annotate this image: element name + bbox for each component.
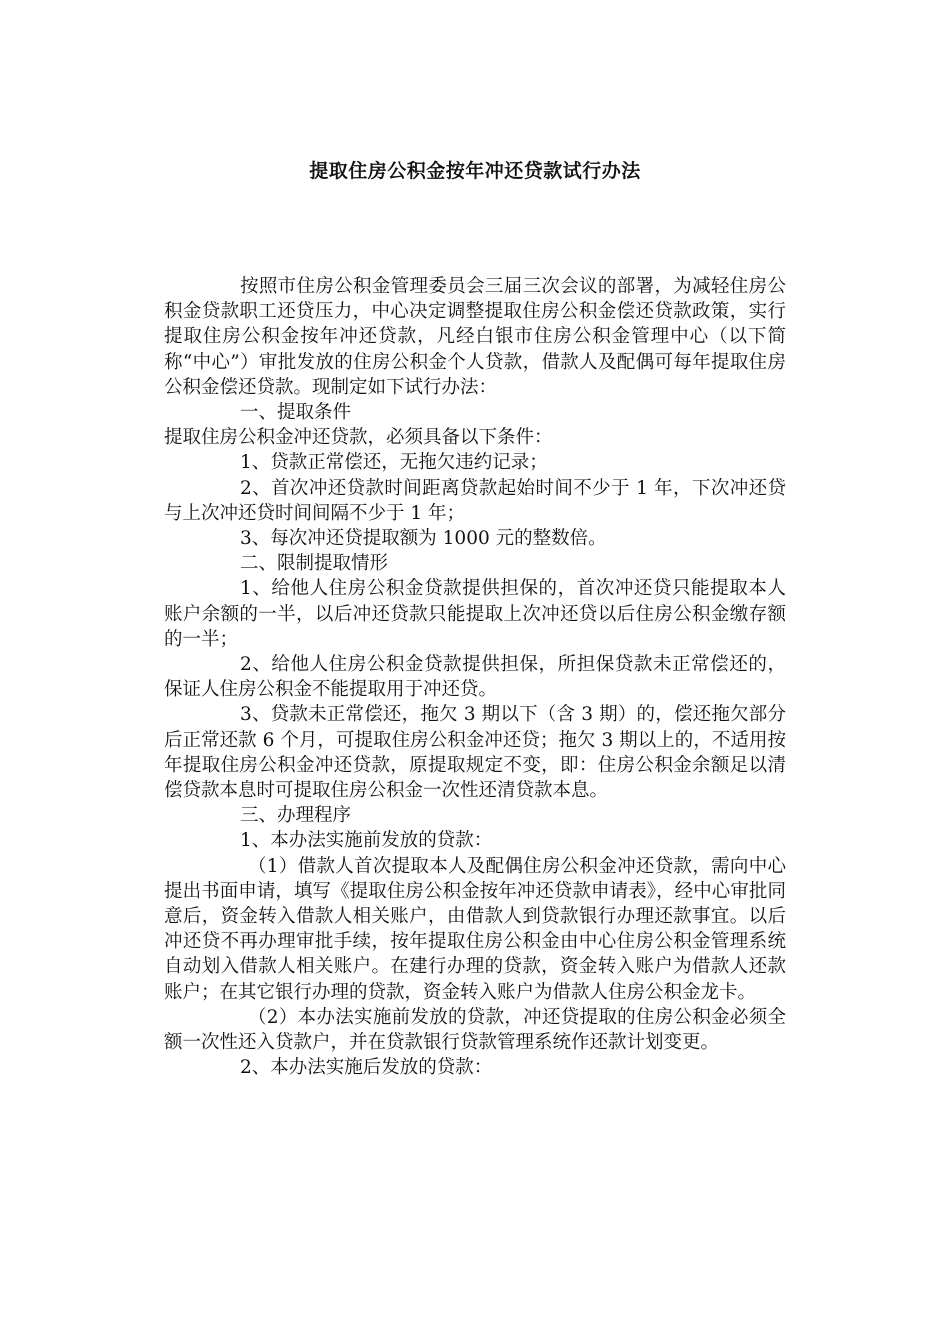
restriction-item-1: 1、给他人住房公积金贷款提供担保的，首次冲还贷只能提取本人账户余额的一半，以后冲还贷款只能提取上次冲还贷以后住房公积金缴存额的一半； — [164, 578, 786, 650]
section-heading-conditions: 一、提取条件 — [240, 402, 352, 424]
condition-item-2: 2、首次冲还贷款时间距离贷款起始时间不少于 1 年，下次冲还贷与上次冲还贷时间间隔不少于 1 年； — [164, 477, 786, 524]
restriction-item-2: 2、给他人住房公积金贷款提供担保，所担保贷款未正常偿还的，保证人住房公积金不能提取用于冲还贷。 — [164, 654, 786, 701]
intro-paragraph: 按照市住房公积金管理委员会三届三次会议的部署，为减轻住房公积金贷款职工还贷压力，中心决定调整提取住房公积金偿还贷款政策，实行提取住房公积金按年冲还贷款，凡经白银市住房公积金管理中心（以下简称“中心”）审批发放的住房公积金个人贷款，借款人及配偶可每年提取住房公积金偿还贷款。现制定如下试行办法： — [164, 276, 786, 398]
document-title: 提取住房公积金按年冲还贷款试行办法 — [309, 160, 641, 182]
procedure-item-1: 1、本办法实施前发放的贷款： — [240, 830, 493, 852]
conditions-lead: 提取住房公积金冲还贷款，必须具备以下条件： — [164, 427, 553, 449]
section-heading-restrictions: 二、限制提取情形 — [240, 553, 389, 575]
restriction-item-3: 3、贷款未正常偿还，拖欠 3 期以下（含 3 期）的，偿还拖欠部分后正常还款 6 个月，可提取住房公积金冲还贷；拖欠 3 期以上的，不适用按年提取住房公积金冲还贷款，原提取规定不变，即：住房公积金余额足以清偿贷款本息时可提取住房公积金一次性还清贷款本息。 — [164, 704, 786, 802]
procedure-subitem-1: （1）借款人首次提取本人及配偶住房公积金冲还贷款，需向中心提出书面申请，填写《提取住房公积金按年冲还贷款申请表》，经中心审批同意后，资金转入借款人相关账户，由借款人到贷款银行办理还款事宜。以后冲还贷不再办理审批手续，按年提取住房公积金由中心住房公积金管理系统自动划入借款人相关账户。在建行办理的贷款，资金转入账户为借款人还款账户；在其它银行办理的贷款，资金转入账户为借款人住房公积金龙卡。 — [164, 855, 786, 1003]
condition-item-3: 3、每次冲还贷提取额为 1000 元的整数倍。 — [240, 528, 607, 550]
procedure-subitem-2: （2）本办法实施前发放的贷款，冲还贷提取的住房公积金必须全额一次性还入贷款户，并在贷款银行贷款管理系统作还款计划变更。 — [164, 1006, 786, 1054]
procedure-item-2: 2、本办法实施后发放的贷款： — [240, 1057, 493, 1079]
section-heading-procedure: 三、办理程序 — [240, 805, 352, 827]
document-body — [164, 274, 786, 1081]
condition-item-1: 1、贷款正常偿还，无拖欠违约记录； — [240, 452, 548, 474]
